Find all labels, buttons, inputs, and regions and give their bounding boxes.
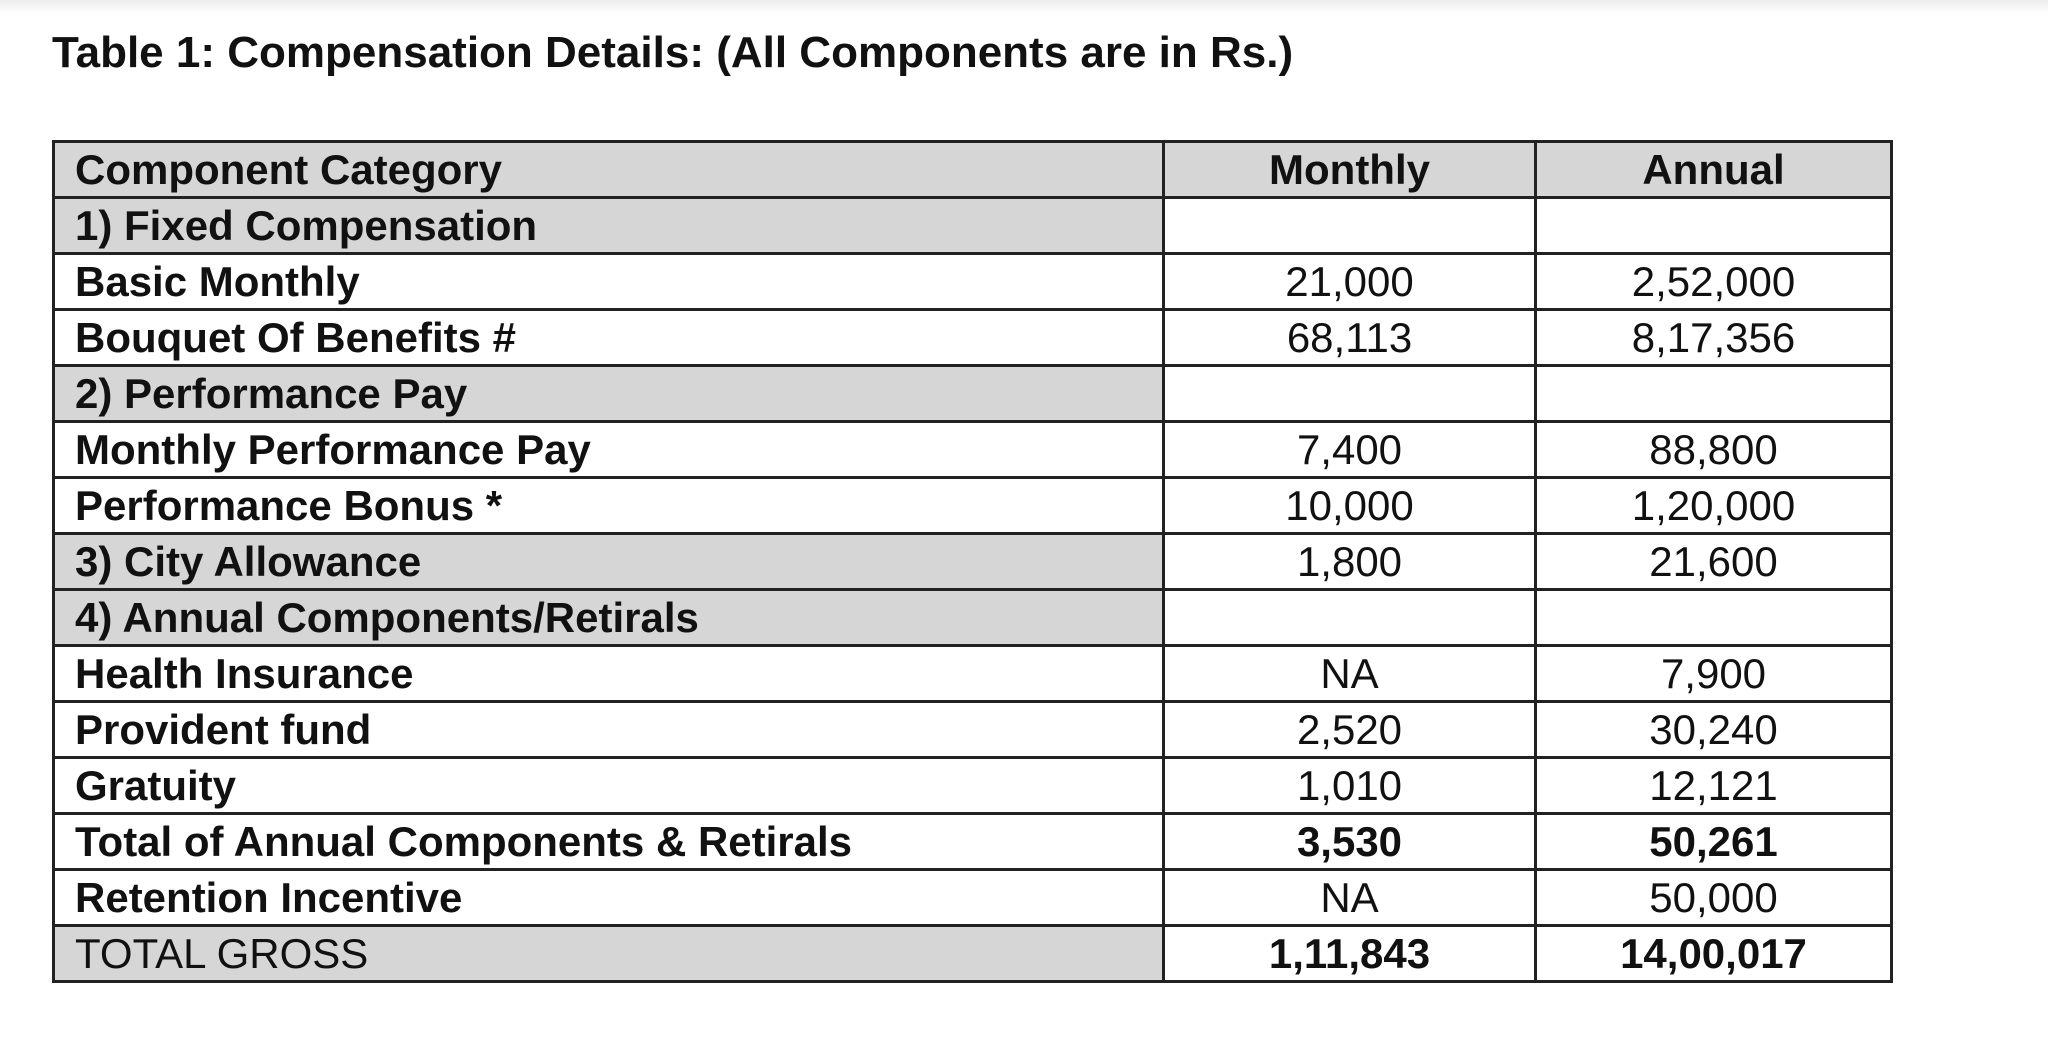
row-monthly: 10,000: [1164, 478, 1536, 534]
row-label: TOTAL GROSS: [54, 926, 1164, 982]
row-annual: [1536, 198, 1892, 254]
row-label: 1) Fixed Compensation: [54, 198, 1164, 254]
header-monthly: Monthly: [1164, 142, 1536, 198]
row-annual: 14,00,017: [1536, 926, 1892, 982]
row-annual: 50,000: [1536, 870, 1892, 926]
row-annual: 8,17,356: [1536, 310, 1892, 366]
row-label: Health Insurance: [54, 646, 1164, 702]
row-monthly: 68,113: [1164, 310, 1536, 366]
row-label: Bouquet Of Benefits #: [54, 310, 1164, 366]
row-label: Total of Annual Components & Retirals: [54, 814, 1164, 870]
row-label: Performance Bonus *: [54, 478, 1164, 534]
table-row: [54, 870, 1892, 926]
row-monthly: [1164, 198, 1536, 254]
header-annual: Annual: [1536, 142, 1892, 198]
row-annual: 1,20,000: [1536, 478, 1892, 534]
row-annual: 2,52,000: [1536, 254, 1892, 310]
row-annual: 7,900: [1536, 646, 1892, 702]
row-label: 3) City Allowance: [54, 534, 1164, 590]
table-row: [54, 198, 1892, 254]
table-row: [54, 254, 1892, 310]
row-label: Basic Monthly: [54, 254, 1164, 310]
row-monthly: [1164, 366, 1536, 422]
row-label: 2) Performance Pay: [54, 366, 1164, 422]
row-label: 4) Annual Components/Retirals: [54, 590, 1164, 646]
row-monthly: 21,000: [1164, 254, 1536, 310]
row-label: Monthly Performance Pay: [54, 422, 1164, 478]
top-edge-shadow: [0, 0, 2048, 14]
row-annual: 12,121: [1536, 758, 1892, 814]
row-annual: 50,261: [1536, 814, 1892, 870]
table-row: [54, 534, 1892, 590]
row-monthly: [1164, 590, 1536, 646]
table-caption: Table 1: Compensation Details: (All Components are in Rs.): [52, 28, 1294, 77]
row-annual: 21,600: [1536, 534, 1892, 590]
row-monthly: 1,010: [1164, 758, 1536, 814]
header-component-category: Component Category: [54, 142, 1164, 198]
row-monthly: 3,530: [1164, 814, 1536, 870]
total-gross-row: [54, 926, 1892, 982]
table-row: [54, 478, 1892, 534]
row-monthly: 7,400: [1164, 422, 1536, 478]
table-row: [54, 422, 1892, 478]
table-row: [54, 702, 1892, 758]
table-row: [54, 646, 1892, 702]
row-monthly: 1,11,843: [1164, 926, 1536, 982]
table-row: [54, 366, 1892, 422]
table-row: [54, 814, 1892, 870]
table-row: [54, 310, 1892, 366]
row-label: Gratuity: [54, 758, 1164, 814]
row-annual: 88,800: [1536, 422, 1892, 478]
row-annual: [1536, 366, 1892, 422]
table-header-row: [54, 142, 1892, 198]
row-label: Provident fund: [54, 702, 1164, 758]
compensation-table: [52, 140, 1893, 983]
row-annual: [1536, 590, 1892, 646]
row-monthly: NA: [1164, 870, 1536, 926]
table-row: [54, 758, 1892, 814]
table-row: [54, 590, 1892, 646]
row-monthly: 2,520: [1164, 702, 1536, 758]
row-monthly: 1,800: [1164, 534, 1536, 590]
row-monthly: NA: [1164, 646, 1536, 702]
row-label: Retention Incentive: [54, 870, 1164, 926]
row-annual: 30,240: [1536, 702, 1892, 758]
